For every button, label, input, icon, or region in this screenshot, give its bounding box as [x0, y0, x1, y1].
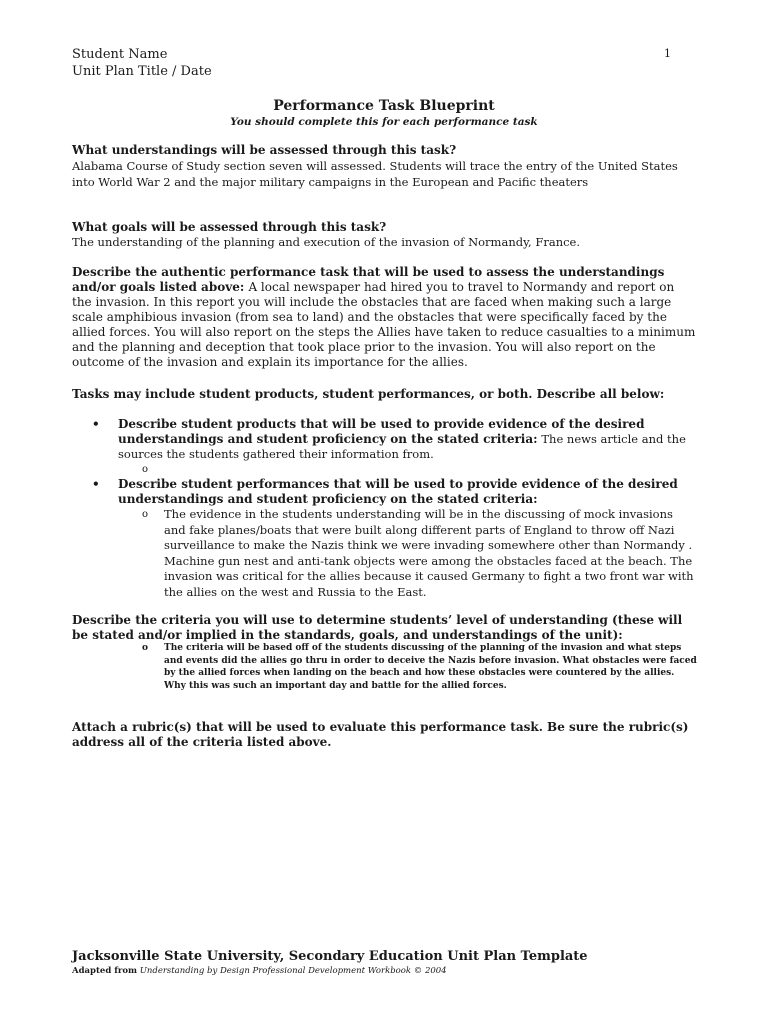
- student-name: Student Name: [72, 47, 168, 62]
- products-item: [92, 417, 696, 462]
- products-answer: The news article and the sources the students gathered their information from.: [118, 432, 686, 461]
- goals-answer: The understanding of the planning and execution of the invasion of Normandy, France.: [72, 235, 581, 249]
- footer-institution: Jacksonville State University, Secondary Education Unit Plan Template: [72, 949, 588, 964]
- performances-answer-item: [142, 507, 698, 600]
- understandings-question: What understandings will be assessed through this task?: [72, 143, 457, 157]
- sub-bullet-icon: o: [142, 509, 149, 520]
- performances-prompt: Describe student performances that will be used to provide evidence of the desired understandings and student proficiency on the stated criteria:: [118, 477, 678, 506]
- goals-question: What goals will be assessed through this task?: [72, 220, 387, 234]
- page-subtitle: You should complete this for each performance task: [230, 116, 538, 128]
- footer-adapted-source: Understanding by Design Professional Development Workbook: [139, 966, 412, 976]
- unit-plan-title: Unit Plan Title / Date: [72, 64, 212, 79]
- performances-item: [92, 477, 696, 507]
- tasks-intro: Tasks may include student products, student performances, or both. Describe all below:: [72, 387, 665, 401]
- authentic-task-answer: A local newspaper had hired you to travel to Normandy and report on the invasion. In this report you will include the obstacles that are faced when making such a large scale amphibious invasion (from sea to land) and the obstacles that were specifically faced by the allied forces. You will also report on the steps the Allies have taken to reduce casualties to a minimum and the planning and deception that took place prior to the invasion. You will also report on the outcome of the invasion and explain its importance for the allies.: [72, 280, 696, 369]
- page-title: Performance Task Blueprint: [273, 98, 495, 114]
- rubric-note: Attach a rubric(s) that will be used to evaluate this performance task. Be sure the rubric(s) address all of the criteria listed above.: [72, 720, 689, 749]
- criteria-question: Describe the criteria you will use to determine students’ level of understanding (these will be stated and/or implied in the standards, goals, and understandings of the unit):: [72, 613, 683, 642]
- page-number: 1: [664, 47, 671, 60]
- footer-adapted-prefix: Adapted from: [72, 966, 138, 976]
- bullet-icon: •: [92, 417, 100, 431]
- footer-adapted-suffix: © 2004: [413, 966, 447, 976]
- footer-attribution: [72, 966, 447, 976]
- performances-answer: The evidence in the students understanding will be in the discussing of mock invasions and fake planes/boats that were built along different parts of England to throw off Nazi surveillance to make the Nazis think we were invading somewhere other than Normandy . Machine gun nest and anti-tank objects were among the obstacles faced at the beach. The invasion was critical for the allies because it caused Germany to fight a two front war with the allies on the west and Russia to the East.: [164, 507, 694, 599]
- criteria-answer-item: [142, 642, 698, 692]
- understandings-answer: Alabama Course of Study section seven will assessed. Students will trace the entry of the United States into World War 2 and the major military campaigns in the European and Pacific theaters: [72, 159, 678, 189]
- authentic-task-question: Describe the authentic performance task that will be used to assess the understandings and/or goals listed above:: [72, 265, 665, 294]
- criteria-answer: The criteria will be based off of the students discussing of the planning of the invasion and what steps and events did the allies go thru in order to deceive the Nazis before invasion. What obstacles were faced by the allied forces when landing on the beach and how these obstacles were countered by the allies. Why this was such an important day and battle for the allied forces.: [164, 643, 697, 691]
- products-prompt: Describe student products that will be used to provide evidence of the desired understandings and student proficiency on the stated criteria:: [118, 417, 645, 446]
- sub-bullet-icon: o: [142, 643, 149, 653]
- products-sub-marker: o: [142, 464, 149, 475]
- authentic-task-block: [72, 265, 696, 370]
- bullet-icon: •: [92, 477, 100, 491]
